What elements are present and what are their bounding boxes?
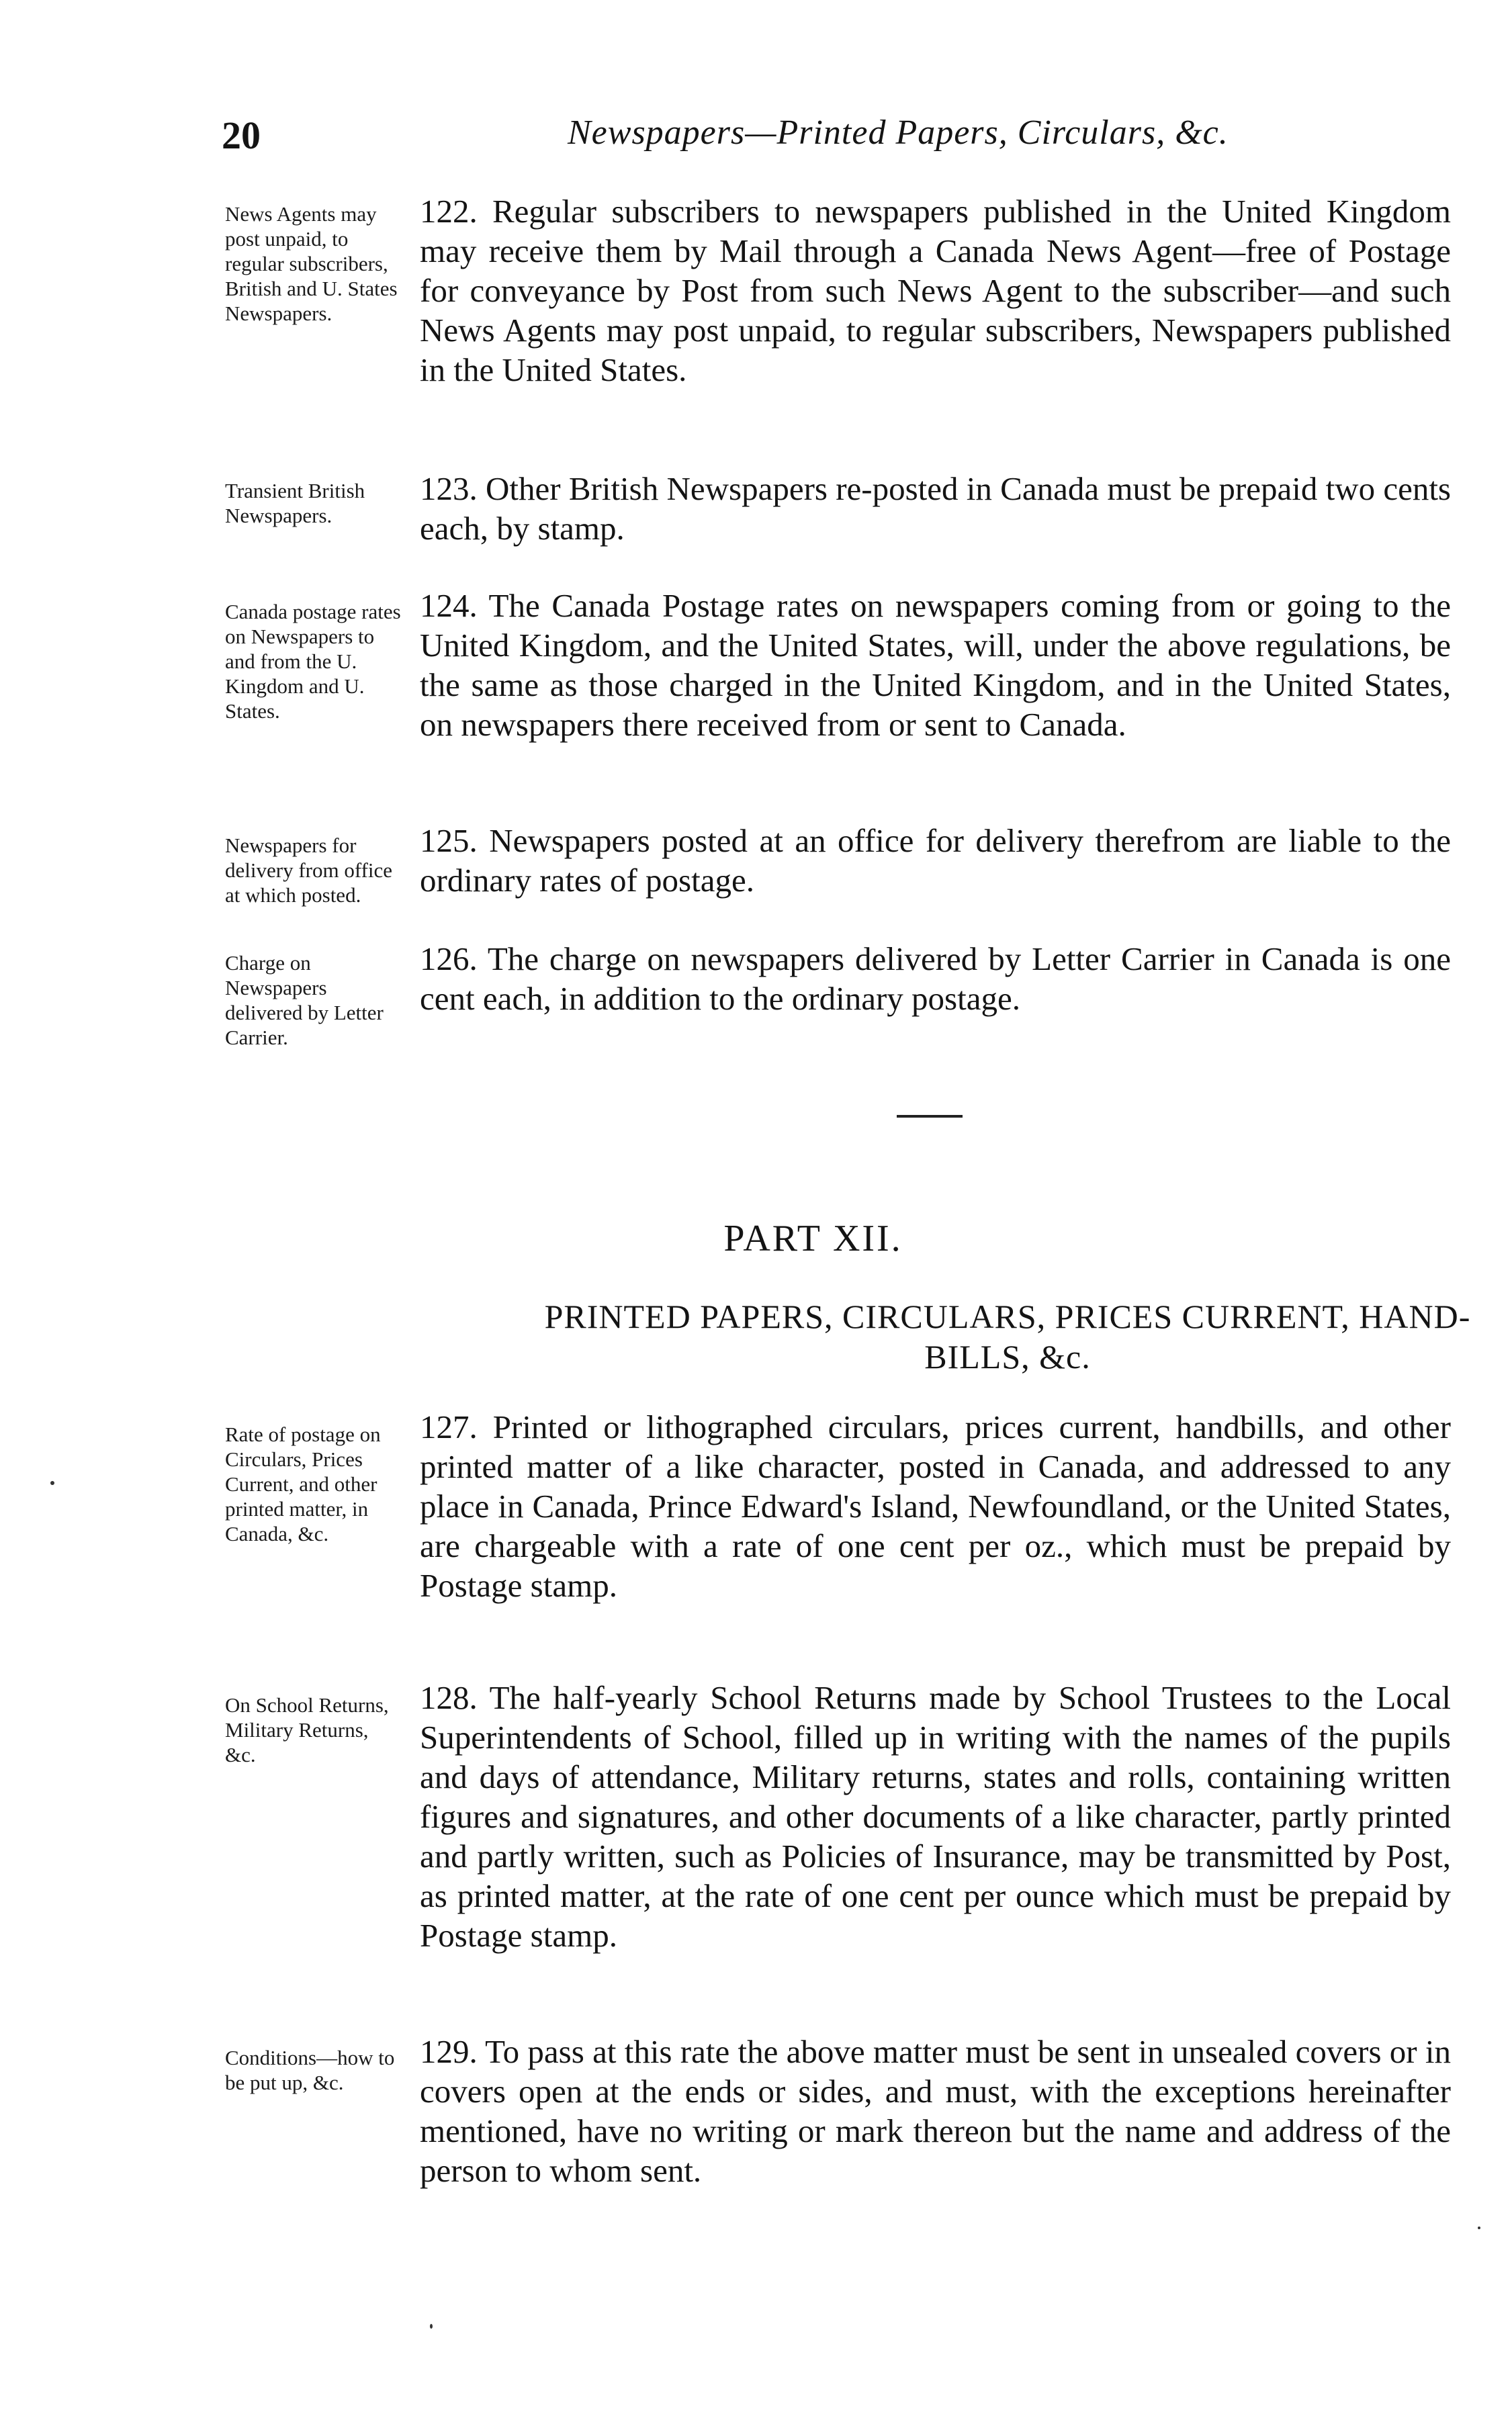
sidenote-122: News Agents may post unpaid, to regular subscribers, British and U. States Newspapers. xyxy=(225,202,398,325)
paragraph-number: 124. xyxy=(420,587,478,624)
paragraph-number: 127. xyxy=(420,1408,478,1445)
paragraph-text: To pass at this rate the above matter must be sent in unsealed covers or in covers open at the ends or sides, and must, with the exceptions hereinafter mentioned, have no writing or mark thereon but the name and address of the person to whom sent. xyxy=(420,2033,1451,2189)
section-divider xyxy=(897,1115,963,1118)
paragraph-text: Newspapers posted at an office for delivery therefrom are liable to the ordinary rates of postage. xyxy=(420,822,1452,899)
paragraph-number: 125. xyxy=(420,822,478,859)
paragraph-number: 126. xyxy=(420,940,478,977)
running-title: Newspapers—Printed Papers, Circulars, &c. xyxy=(568,114,1229,152)
sidenote-124: Canada postage rates on Newspapers to and from the U. Kingdom and U. States. xyxy=(225,600,401,723)
speck-mark xyxy=(1478,2227,1480,2229)
paragraph-text: The Canada Postage rates on newspapers coming from or going to the United Kingdom, and the United States, will, under the above regulations, be the same as those charged in the United Kingdom, and in the United States, on newspapers there received from or sent to Canada. xyxy=(420,587,1451,743)
paragraph-text: The half-yearly School Returns made by School Trustees to the Local Superintendents of School, filled up in writing with the names of the pupils and days of attendance, Military returns, states and rolls, containing written figures and signatures, and other documents of a like character, partly printed and partly written, such as Policies of Insurance, may be transmitted by Post, as printed matter, at the rate of one cent per ounce which must be prepaid by Postage stamp. xyxy=(420,1679,1451,1954)
sidenote-123: Transient British Newspapers. xyxy=(225,479,365,527)
paragraph-number: 123. xyxy=(420,470,478,507)
sidenote-129: Conditions—how to be put up, &c. xyxy=(225,2046,395,2094)
speck-mark xyxy=(50,1481,54,1485)
sidenote-127: Rate of postage on Circulars, Prices Current, and other printed matter, in Canada, &c. xyxy=(225,1423,381,1545)
paragraph-129 xyxy=(420,2032,1451,2190)
paragraph-124 xyxy=(420,586,1451,744)
sidenote-125: Newspapers for delivery from office at which posted. xyxy=(225,834,393,907)
paragraph-122 xyxy=(420,191,1451,390)
paragraph-125 xyxy=(420,821,1451,900)
page-number: 20 xyxy=(222,114,261,157)
paragraph-text: Regular subscribers to newspapers published in the United Kingdom may receive them by Mail through a Canada News Agent—free of Postage for conveyance by Post from such News Agent to the subscriber—and such News Agents may post unpaid, to regular subscribers, Newspapers published in the United States. xyxy=(420,193,1452,388)
paragraph-123 xyxy=(420,469,1451,548)
paragraph-126 xyxy=(420,939,1451,1018)
paragraph-128 xyxy=(420,1678,1451,1955)
speck-mark xyxy=(430,2324,433,2329)
sidenote-126: Charge on Newspapers delivered by Letter Carrier. xyxy=(225,951,384,1049)
part-heading: PART XII. xyxy=(723,1218,903,1259)
sidenote-128: On School Returns, Military Returns, &c. xyxy=(225,1693,389,1766)
paragraph-text: Printed or lithographed circulars, prices current, handbills, and other printed matter of a like character, posted in Canada, and addressed to any place in Canada, Prince Edward's Island, Newfoundland, or the United States, are chargeable with a rate of one cent per oz., which must be prepaid by Postage stamp. xyxy=(420,1408,1451,1604)
paragraph-text: Other British Newspapers re-posted in Canada must be prepaid two cents each, by stamp. xyxy=(420,470,1452,547)
paragraph-number: 128. xyxy=(420,1679,478,1716)
paragraph-number: 129. xyxy=(420,2033,478,2070)
paragraph-number: 122. xyxy=(420,193,478,230)
paragraph-127 xyxy=(420,1407,1451,1605)
paragraph-text: The charge on newspapers delivered by Letter Carrier in Canada is one cent each, in addition to the ordinary postage. xyxy=(420,940,1451,1017)
part-subheading: PRINTED PAPERS, CIRCULARS, PRICES CURRENT, HAND-BILLS, &c. xyxy=(544,1298,1471,1376)
